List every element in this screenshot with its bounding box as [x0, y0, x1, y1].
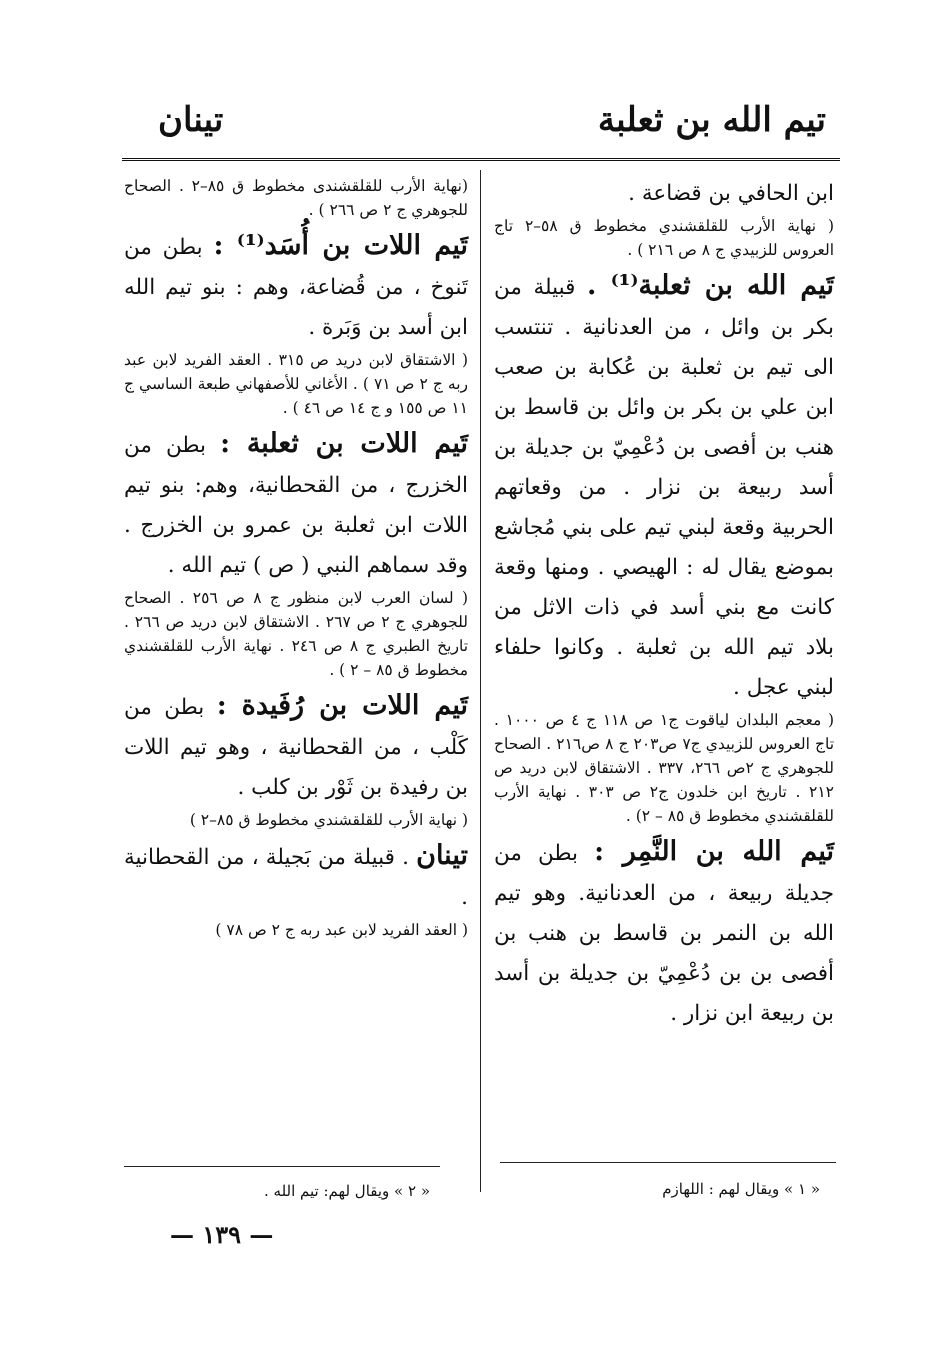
- footnote-rule-right: [500, 1162, 836, 1163]
- column-divider: [480, 170, 481, 1192]
- running-header-left: تينان: [158, 100, 224, 140]
- entry-heading: تَيم الله بن النَّمِر :: [594, 836, 834, 867]
- entry-taym-allat-ibn-asad: [124, 226, 468, 348]
- entry-taym-allah-ibn-thalaba: [494, 266, 834, 708]
- entry-references: ( معجم البلدان لياقوت ج١ ص ١١٨ ج ٤ ص ١٠٠٠ . تاج العروس للزبيدي ج٧ ص٢٠٣ ج ٨ ص٢١٦ . الصحاح للجوهري ج ٢ص ٢٦٦، ٣٣٧ . الاشتقاق لابن دريد ص ٢١٢ . تاريخ ابن خلدون ج٢ ص ٣٠٣ . نهاية الأرب للقلقشندي مخطوط ق ٨٥ – ٢) .: [494, 711, 835, 825]
- running-header-right: تيم الله بن ثعلبة: [597, 100, 826, 140]
- header-rule: [122, 158, 840, 161]
- entry-taym-allat-ibn-rufayda: [124, 686, 468, 808]
- left-column: [124, 174, 468, 946]
- footnote-right: « ١ » ويقال لهم : اللهازم: [662, 1180, 820, 1198]
- entry-text: بطن من جديلة ربيعة ، من العدنانية. وهو تيم الله بن النمر بن قاسط بن هنب بن أفصى بن بن دُعْمِيّ بن جديلة بن أسد بن ربيعة ابن نزار .: [494, 841, 834, 1026]
- entry-references: (نهاية الأرب للقلقشندى مخطوط ق ٨٥–٢ . الصحاح للجوهري ج ٢ ص ٢٦٦ ) .: [124, 177, 468, 219]
- entry-text: قبيلة من بكر بن وائل ، من العدنانية . تنتسب الى تيم بن ثعلبة بن عُكابة بن صعب ابن علي بن بكر بن وائل بن قاسط بن هنب بن أفصى بن دُعْمِيّ بن جديلة بن أسد ربيعة بن نزار . من وقعاتهم الحربية وقعة لبني تيم على بني مُجاشع بموضع يقال له : الهيصي . ومنها وقعة كانت مع بني أسد في ذات الاثل من بلاد تيم الله بن ثعلبة . وكانوا حلفاء لبني عجل .: [494, 275, 834, 700]
- entry-text: بطن من كَلْب ، من القحطانية ، وهو تيم اللات بن رفيدة بن ثَوْر بن كلب .: [124, 695, 468, 800]
- entry-text: . قبيلة من بَجيلة ، من القحطانية .: [124, 845, 468, 910]
- footnote-rule-left: [124, 1166, 440, 1167]
- entry-tinan: [124, 836, 468, 918]
- entry-text: بطن من الخزرج ، من القحطانية، وهم: بنو تيم اللات ابن ثعلبة بن عمرو بن الخزرج . وقد سماهم النبي ( ص ) تيم الله .: [124, 433, 468, 578]
- page-number: — ١٣٩ —: [170, 1220, 274, 1249]
- entry-taym-allat-ibn-thalaba: [124, 424, 468, 586]
- entry-heading: تَيم اللات بن أُسَد⁽¹⁾ :: [213, 230, 468, 261]
- entry-references: ( العقد الفريد لابن عبد ربه ج ٢ ص ٧٨ ): [215, 921, 468, 939]
- entry-taym-allah-ibn-alnamir: [494, 832, 834, 1034]
- entry-references: ( لسان العرب لابن منظور ج ٨ ص ٢٥٦ . الصحاح للجوهري ج ٢ ص ٢٦٧ . الاشتقاق لابن دريد ص ٢٦٦ . تاريخ الطبري ج ٨ ص ٢٤٦ . نهاية الأرب للقلقشندي مخطوط ق ٨٥ – ٢ ) .: [124, 589, 469, 679]
- entry-heading: تينان: [416, 840, 468, 871]
- entry-heading: تَيم اللات بن رُفَيدة :: [216, 690, 468, 721]
- entry-references: ( الاشتقاق لابن دريد ص ٣١٥ . العقد الفريد لابن عبد ربه ج ٢ ص ٧١ ) . الأغاني للأصفهاني طبعة الساسي ج ١١ ص ١٥٥ و ج ١٤ ص ٤٦ ) .: [124, 351, 469, 417]
- footnote-left: « ٢ » ويقال لهم: تيم الله .: [264, 1182, 430, 1200]
- entry-references: ( نهاية الأرب للقلقشندي مخطوط ق ٥٨–٢ تاج العروس للزبيدي ج ٨ ص ٢١٦ ) .: [494, 217, 834, 259]
- entry-heading: تَيم اللات بن ثعلبة :: [220, 428, 468, 459]
- entry-heading: تَيم الله بن ثعلبة⁽¹⁾ .: [587, 270, 835, 301]
- entry-text: بطن من تَنوخ ، من قُضاعة، وهم : بنو تيم الله ابن أسد بن وَبَرة .: [124, 235, 468, 340]
- right-column: [494, 174, 834, 1034]
- entry-references: ( نهاية الأرب للقلقشندي مخطوط ق ٨٥–٢ ): [189, 811, 468, 829]
- entry-continuation: ابن الحافي بن قضاعة .: [628, 181, 834, 206]
